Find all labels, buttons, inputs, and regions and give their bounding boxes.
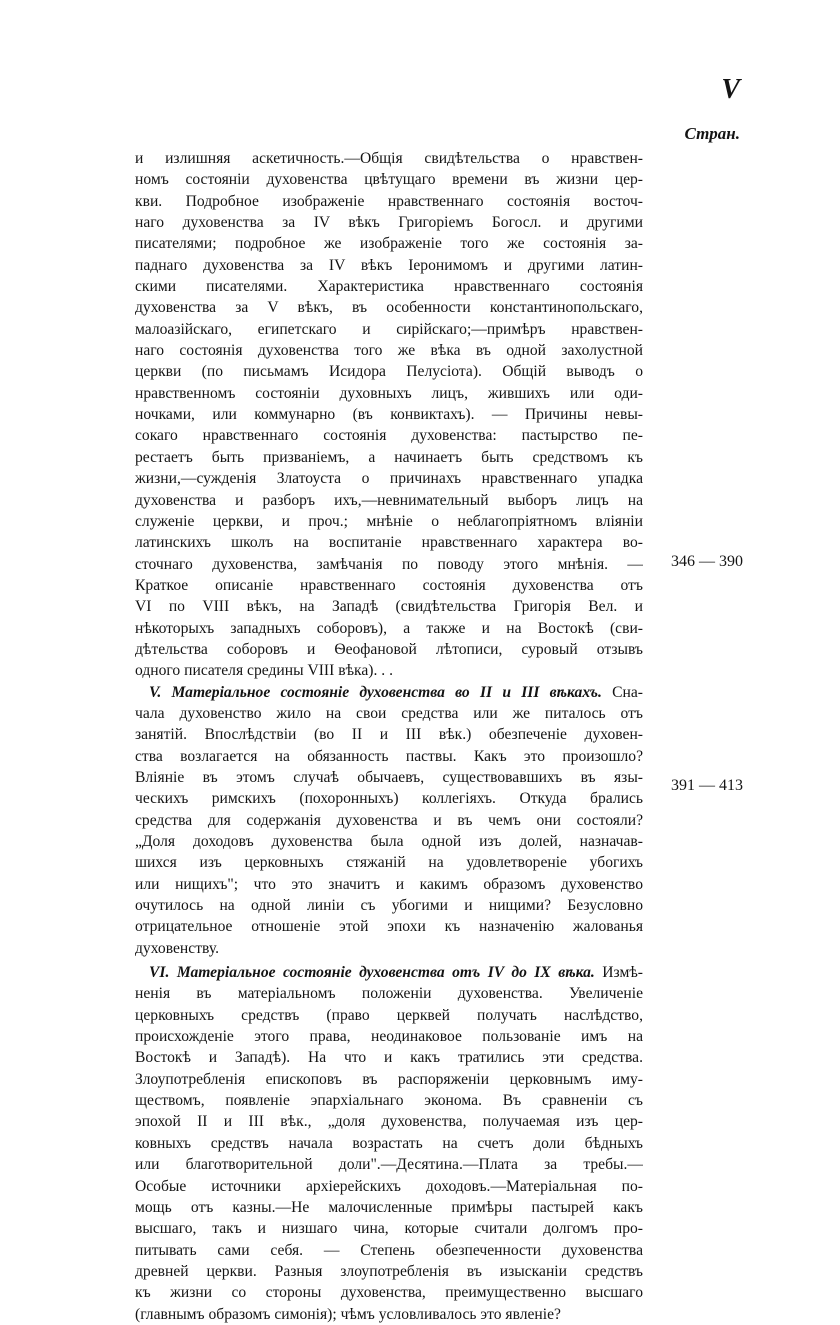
text-line: писателями; подробное же изображеніе того же состоянія за- [135,235,643,253]
text-line: или благотворительной доли".—Десятина.—Плата за требы.— [135,1156,643,1174]
text-line: или нищихъ"; что это значитъ и какимъ образомъ духовенство [135,875,643,893]
text-line: сокаго нравственнаго состоянія духовенства: пастырство пе- [135,427,643,445]
text-line: жизни,—сужденія Златоуста о причинахъ нравственнаго упадка [135,470,643,488]
text-line: духовенства за V вѣкъ, въ особенности константинопольскаго, [135,299,643,317]
text-line: занятій. Впослѣдствіи (во II и III вѣк.) обезпеченіе духовен- [135,726,643,744]
text-line: ненія въ матеріальномъ положеніи духовенства. Увеличеніе [135,985,643,1003]
section-3-first-text: Измѣ- [602,964,643,982]
text-line: наго духовенства за IV вѣкъ Григоріемъ Богосл. и другими [135,214,643,232]
text-line: отрицательное отношеніе этой эпохи къ назначенію жалованья [135,918,643,936]
text-line: и излишняя аскетичность.—Общія свидѣтельства о нравствен- [135,150,643,167]
text-line: ства возлагается на обязанность паствы. Какъ это произошло? [135,747,643,765]
text-line: духовенству. [135,939,219,957]
text-line: рестаетъ быть призваніемъ, а начинаетъ быть средствомъ къ [135,448,643,466]
text-line: происхожденіе этого права, неодинаковое пользованіе имъ на [135,1028,643,1046]
section-2-heading: V. Матеріальное состояніе духовенства во II и III вѣкахъ. [149,683,602,701]
text-line: скими писателями. Характеристика нравственнаго состоянія [135,278,643,296]
text-line: Особые источники архіерейскихъ доходовъ.—Матеріальная по- [135,1177,643,1195]
section-2-first-line [135,682,643,703]
text-line: одного писателя средины VIII вѣка). . . [135,662,393,680]
text-line: кви. Подробное изображеніе нравственнаго состоянія восточ- [135,192,643,210]
text-line: малоазійскаго, египетскаго и сирійскаго;—примѣръ нравствен- [135,320,643,338]
text-line: номъ состояніи духовенства цвѣтущаго времени въ жизни цер- [135,171,643,189]
text-line: высшаго, такъ и низшаго чина, которые считали долгомъ про- [135,1220,643,1238]
text-line: сточнаго духовенства, замѣчанія по поводу этого мнѣнія. — [135,555,643,573]
text-line: ществомъ, появленіе эпархіальнаго эконома. Въ сравненіи съ [135,1092,643,1110]
text-line: питывать сами себя. — Степень обезпеченности духовенства [135,1241,643,1259]
text-line: ночками, или коммунарно (въ конвиктахъ). — Причины невы- [135,406,643,424]
text-line: древней церкви. Разныя злоупотребленія въ изысканіи средствъ [135,1262,643,1280]
text-line: Краткое описаніе нравственнаго состоянія духовенства отъ [135,576,643,594]
section-3 [135,962,643,1325]
section-3-first-line [135,962,643,983]
text-line: Вліяніе въ этомъ случаѣ обычаевъ, существовавшихъ въ язы- [135,768,643,786]
section-2-first-text: Сна- [612,683,643,701]
text-line: мощь отъ казны.—Не малочисленные примѣры пастырей какъ [135,1198,643,1216]
column-header: Стран. [684,124,740,143]
text-line: VI по VIII вѣкъ, на Западѣ (свидѣтельства Григорія Вел. и [135,598,643,616]
text-line: ковныхъ средствъ начала возрастать на счетъ доли бѣдныхъ [135,1134,643,1152]
text-line: церковныхъ средствъ (право церквей получать наслѣдство, [135,1006,643,1024]
section-3-heading: VI. Матеріальное состояніе духовенства отъ IV до IX вѣка. [149,964,595,982]
text-line: чала духовенство жило на свои средства или же питалось отъ [135,704,643,722]
text-line: Злоупотребленія епископовъ въ распоряженіи церковнымъ иму- [135,1070,643,1088]
text-line: латинскихъ школъ на воспитаніе нравственнаго характера во- [135,534,643,552]
text-line: нравственномъ состояніи духовныхъ лицъ, жившихъ или оди- [135,384,643,402]
text-line: ческихъ римскихъ (похоронныхъ) коллегіяхъ. Откуда брались [135,790,643,808]
text-line: дѣтельства соборовъ и Ѳеофановой лѣтописи, суровый отзывъ [135,640,643,658]
text-line: духовенства и разборъ ихъ,—невнимательный выборъ лицъ на [135,491,643,509]
text-line: средства для содержанія духовенства и въ чемъ они состояли? [135,811,643,829]
text-line: (главнымъ образомъ симонія); чѣмъ условливалось это явленіе? [135,1305,561,1323]
text-line: нѣкоторыхъ западныхъ соборовъ), а также и на Востокѣ (сви- [135,619,643,637]
page-range-section-2: 391 — 413 [671,777,743,794]
text-line: церкви (по письмамъ Исидора Пелусіота). Общій выводъ о [135,363,643,381]
page-number: V [721,74,740,105]
text-column [135,148,643,1325]
text-line: Востокѣ и Западѣ). На что и какъ тратились эти средства. [135,1049,643,1067]
text-line: „Доля доходовъ духовенства была одной изъ долей, назначав- [135,833,643,850]
text-line: паднаго духовенства за IV вѣкъ Іеронимомъ и другими латин- [135,256,643,274]
section-1 [135,148,643,682]
text-line: служеніе церкви, и проч.; мнѣніе о неблагопріятномъ вліяніи [135,512,643,530]
section-2 [135,682,643,959]
text-line: къ жизни со стороны духовенства, преимущественно высшаго [135,1284,643,1302]
text-line: эпохой II и III вѣк., „доля духовенства, получаемая изъ цер- [135,1113,643,1131]
text-line: наго состоянія духовенства того же вѣка въ одной захолустной [135,342,643,360]
page-range-section-1: 346 — 390 [671,553,743,570]
text-line: очутилось на одной линіи съ убогими и нищими? Безусловно [135,897,643,915]
text-line: шихся изъ церковныхъ стяжаній на удовлетвореніе убогихъ [135,854,643,872]
